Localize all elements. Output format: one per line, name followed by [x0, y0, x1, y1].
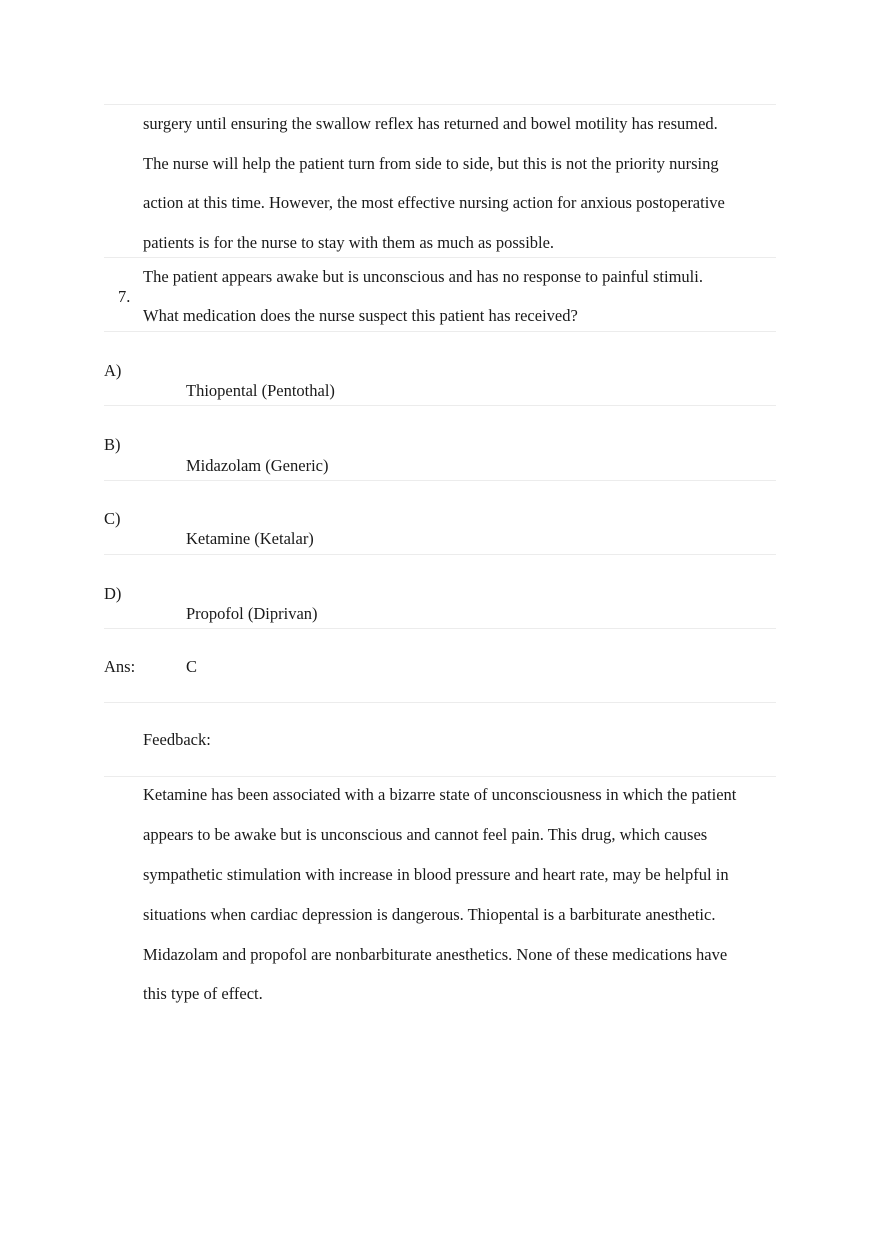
- option-letter-b: B): [104, 435, 121, 454]
- option-letter-d: D): [104, 584, 122, 603]
- option-text-b: Midazolam (Generic): [186, 456, 329, 475]
- option-text-d: Propofol (Diprivan): [186, 604, 318, 623]
- feedback-line: Midazolam and propofol are nonbarbiturate anesthetics. None of these medications have: [143, 945, 728, 964]
- question-number: 7.: [118, 287, 131, 306]
- question-text-line: The patient appears awake but is unconscious and has no response to painful stimuli.: [143, 267, 703, 286]
- continuation-line: The nurse will help the patient turn from side to side, but this is not the priority nursing: [143, 154, 719, 173]
- question-text-line: What medication does the nurse suspect this patient has received?: [143, 306, 578, 325]
- answer-value: C: [186, 657, 198, 676]
- divider: [104, 776, 776, 777]
- option-letter-a: A): [104, 361, 122, 380]
- divider: [104, 702, 776, 703]
- option-letter-c: C): [104, 509, 121, 528]
- feedback-line: appears to be awake but is unconscious and cannot feel pain. This drug, which causes: [143, 825, 708, 844]
- feedback-line: this type of effect.: [143, 984, 263, 1003]
- divider: [104, 331, 776, 332]
- option-text-a: Thiopental (Pentothal): [186, 381, 335, 400]
- option-text-c: Ketamine (Ketalar): [186, 529, 314, 548]
- divider: [104, 554, 776, 555]
- continuation-line: action at this time. However, the most effective nursing action for anxious postoperative: [143, 193, 725, 212]
- divider: [104, 405, 776, 406]
- divider: [104, 104, 776, 105]
- answer-label: Ans:: [104, 657, 136, 676]
- divider: [104, 628, 776, 629]
- divider: [104, 257, 776, 258]
- continuation-line: surgery until ensuring the swallow reflex has returned and bowel motility has resumed.: [143, 114, 718, 133]
- divider: [104, 480, 776, 481]
- feedback-line: sympathetic stimulation with increase in blood pressure and heart rate, may be helpful in: [143, 865, 729, 884]
- feedback-line: Ketamine has been associated with a bizarre state of unconsciousness in which the patient: [143, 785, 737, 804]
- feedback-label: Feedback:: [143, 730, 211, 749]
- continuation-line: patients is for the nurse to stay with them as much as possible.: [143, 233, 555, 252]
- feedback-line: situations when cardiac depression is dangerous. Thiopental is a barbiturate anesthetic.: [143, 905, 716, 924]
